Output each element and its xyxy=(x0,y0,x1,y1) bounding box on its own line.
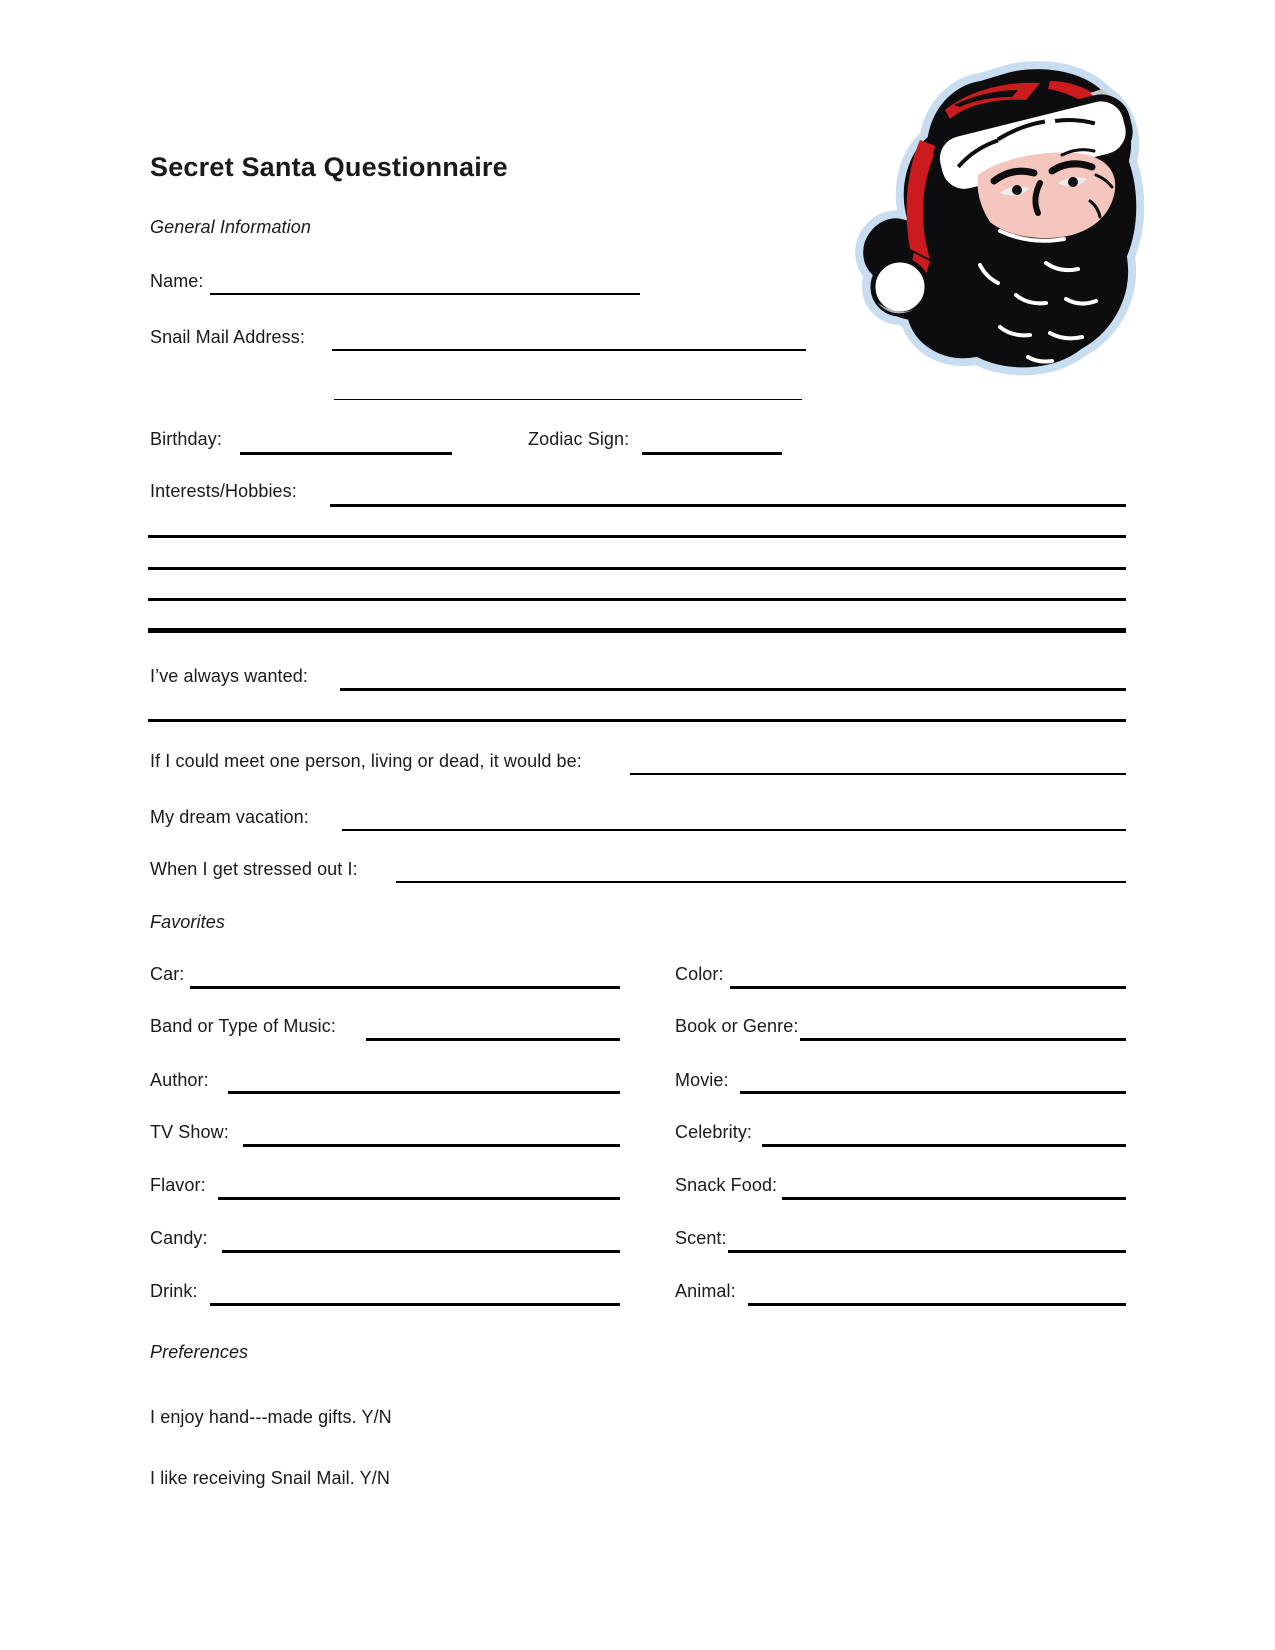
interests-label: Interests/Hobbies: xyxy=(150,481,297,501)
celebrity-label: Celebrity: xyxy=(675,1122,753,1142)
birthday-field-line[interactable] xyxy=(240,452,452,455)
tv-show-label: TV Show: xyxy=(150,1122,229,1142)
author-label: Author: xyxy=(150,1070,209,1090)
always-wanted-field-line[interactable] xyxy=(340,688,1126,691)
name-label: Name: xyxy=(150,271,204,291)
preferences-heading: Preferences xyxy=(150,1342,249,1362)
interests-field-line[interactable] xyxy=(330,504,1126,507)
author-field-line[interactable] xyxy=(228,1091,620,1094)
meet-person-label: If I could meet one person, living or dead, it would be: xyxy=(150,751,582,771)
color-label: Color: xyxy=(675,964,724,984)
band-or-music-field-line[interactable] xyxy=(366,1038,620,1041)
movie-label: Movie: xyxy=(675,1070,729,1090)
santa-left-pupil xyxy=(1012,185,1022,195)
drink-field-line[interactable] xyxy=(210,1303,620,1306)
candy-label: Candy: xyxy=(150,1228,208,1248)
address-label: Snail Mail Address: xyxy=(150,327,305,347)
always-wanted-label: I’ve always wanted: xyxy=(150,666,308,686)
interests-extra-line-1[interactable] xyxy=(148,535,1126,538)
interests-extra-line-3[interactable] xyxy=(148,598,1126,601)
band-or-music-label: Band or Type of Music: xyxy=(150,1016,336,1036)
santa-right-pupil xyxy=(1068,177,1078,187)
dream-vacation-label: My dream vacation: xyxy=(150,807,309,827)
movie-field-line[interactable] xyxy=(740,1091,1126,1094)
meet-person-field-line[interactable] xyxy=(630,773,1126,775)
interests-extra-line-4[interactable] xyxy=(148,628,1126,633)
interests-extra-line-2[interactable] xyxy=(148,567,1126,570)
name-field-line[interactable] xyxy=(210,293,640,295)
flavor-label: Flavor: xyxy=(150,1175,206,1195)
page-title: Secret Santa Questionnaire xyxy=(150,152,508,182)
general-information-heading: General Information xyxy=(150,217,311,237)
drink-label: Drink: xyxy=(150,1281,198,1301)
birthday-label: Birthday: xyxy=(150,429,222,449)
always-wanted-extra-line[interactable] xyxy=(148,719,1126,722)
color-field-line[interactable] xyxy=(730,986,1126,989)
stressed-field-line[interactable] xyxy=(396,881,1126,883)
address-field-line-2[interactable] xyxy=(334,399,802,400)
car-field-line[interactable] xyxy=(190,986,620,989)
celebrity-field-line[interactable] xyxy=(762,1144,1126,1147)
dream-vacation-field-line[interactable] xyxy=(342,829,1126,831)
candy-field-line[interactable] xyxy=(222,1250,620,1253)
preference-snail-mail: I like receiving Snail Mail. Y/N xyxy=(150,1468,390,1488)
favorites-heading: Favorites xyxy=(150,912,225,932)
preference-handmade-gifts: I enjoy hand---made gifts. Y/N xyxy=(150,1407,392,1427)
snack-food-label: Snack Food: xyxy=(675,1175,778,1195)
santa-head-clipart xyxy=(850,55,1145,380)
tv-show-field-line[interactable] xyxy=(243,1144,620,1147)
snack-food-field-line[interactable] xyxy=(782,1197,1126,1200)
stressed-label: When I get stressed out I: xyxy=(150,859,358,879)
zodiac-field-line[interactable] xyxy=(642,452,782,455)
animal-label: Animal: xyxy=(675,1281,736,1301)
car-label: Car: xyxy=(150,964,185,984)
scent-label: Scent: xyxy=(675,1228,727,1248)
book-or-genre-field-line[interactable] xyxy=(800,1038,1126,1041)
address-field-line-1[interactable] xyxy=(332,349,806,351)
book-or-genre-label: Book or Genre: xyxy=(675,1016,799,1036)
animal-field-line[interactable] xyxy=(748,1303,1126,1306)
zodiac-label: Zodiac Sign: xyxy=(528,429,630,449)
scent-field-line[interactable] xyxy=(728,1250,1126,1253)
flavor-field-line[interactable] xyxy=(218,1197,620,1200)
